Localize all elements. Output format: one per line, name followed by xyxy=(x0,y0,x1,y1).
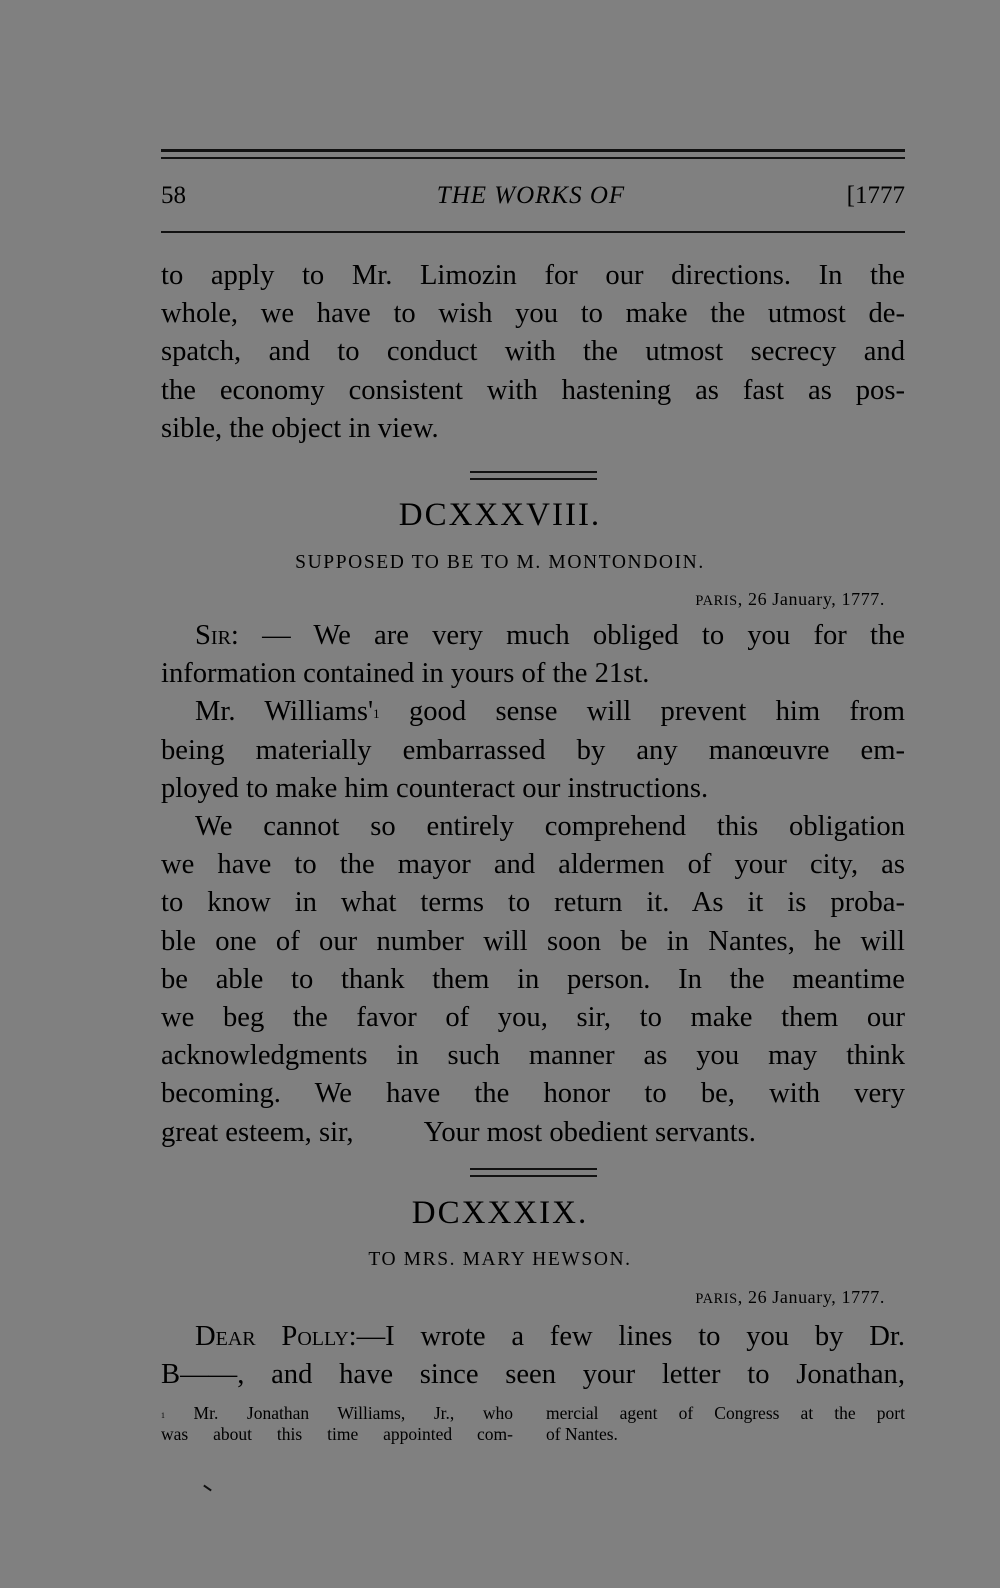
footnote-marker: 1 xyxy=(161,1411,165,1420)
letter-dateline xyxy=(695,589,885,610)
header-rule-top xyxy=(161,149,905,152)
text-line: we beg the favor of you, sir, to make them our xyxy=(161,1002,905,1034)
text-line: we have to the mayor and aldermen of your city, as xyxy=(161,849,905,881)
footnote-line: was about this time appointed com- xyxy=(161,1424,513,1444)
text-line: be able to thank them in person. In the meantime xyxy=(161,963,905,995)
footnote-column-left xyxy=(161,1403,513,1445)
header-year: [1777 xyxy=(846,182,905,209)
text-line: to apply to Mr. Limozin for our directions. In the xyxy=(161,260,905,291)
text-line xyxy=(161,1318,905,1356)
closing-right: Your most obedient servants. xyxy=(423,1116,756,1148)
text-line: the economy consistent with hastening as fast as pos- xyxy=(161,374,905,406)
section-divider xyxy=(470,478,597,480)
section-divider xyxy=(470,471,597,473)
section-divider xyxy=(470,1168,597,1170)
text-run: : — We are very much obliged to you for the xyxy=(230,620,905,651)
footnote-line xyxy=(161,1403,513,1424)
text-line: information contained in yours of the 21st. xyxy=(161,658,650,690)
section-divider xyxy=(470,1175,597,1177)
footnote-ref: 1 xyxy=(373,707,380,722)
closing-line xyxy=(161,1114,905,1152)
header-rule-second xyxy=(161,157,905,159)
text-line xyxy=(161,617,905,655)
stray-mark xyxy=(203,1485,212,1492)
footnote-line: of Nantes. xyxy=(546,1424,618,1444)
text-line xyxy=(161,808,905,846)
letter-body xyxy=(161,617,905,1152)
letter-dateline xyxy=(695,1287,885,1308)
text-line: ployed to make him counteract our instructions. xyxy=(161,772,709,804)
letter-number-heading: DCXXXIX. xyxy=(411,1195,589,1231)
text-run: Mr. Jonathan Williams, Jr., who xyxy=(164,1403,513,1423)
letter-number-heading: DCXXXVIII. xyxy=(398,497,602,533)
text-line: B——, and have since seen your letter to Jonathan, xyxy=(161,1359,905,1391)
text-line: ble one of our number will soon be in Nantes, he will xyxy=(161,925,905,957)
date-place: PARIS xyxy=(695,593,738,609)
running-title: THE WORKS OF xyxy=(436,182,626,209)
footnote-line: mercial agent of Congress at the port xyxy=(546,1403,905,1423)
text-run: Mr. Williams' xyxy=(195,696,374,728)
continuation-paragraph xyxy=(161,257,905,448)
text-line: being materially embarrassed by any manœuvre em- xyxy=(161,734,905,766)
date-text: , 26 January, 1777. xyxy=(737,1287,885,1307)
footnote-column-right xyxy=(546,1403,905,1445)
letter-body xyxy=(161,1318,905,1394)
text-line: spatch, and to conduct with the utmost secrecy and xyxy=(161,336,905,368)
text-line: sible, the object in view. xyxy=(161,412,439,444)
text-run: good sense will prevent him from xyxy=(379,696,905,728)
text-run: :—I wrote a few lines to you by Dr. xyxy=(348,1321,905,1352)
date-place: PARIS xyxy=(695,1291,738,1307)
closing-left: great esteem, sir, xyxy=(161,1116,354,1148)
text-run: We cannot so entirely comprehend this obligation xyxy=(195,811,905,843)
text-line xyxy=(161,693,905,731)
text-line: acknowledgments in such manner as you may think xyxy=(161,1040,905,1072)
header-rule-bottom xyxy=(161,231,905,233)
text-line: becoming. We have the honor to be, with very xyxy=(161,1078,905,1110)
text-line: whole, we have to wish you to make the utmost de- xyxy=(161,298,905,330)
salutation: Sir xyxy=(195,620,231,651)
letter-addressee: TO MRS. MARY HEWSON. xyxy=(368,1249,632,1270)
page-number: 58 xyxy=(161,182,186,209)
salutation: Dear Polly xyxy=(195,1321,349,1352)
letter-addressee: SUPPOSED TO BE TO M. MONTONDOIN. xyxy=(295,552,705,573)
date-text: , 26 January, 1777. xyxy=(737,589,885,609)
text-line: to know in what terms to return it. As it is proba- xyxy=(161,887,905,919)
